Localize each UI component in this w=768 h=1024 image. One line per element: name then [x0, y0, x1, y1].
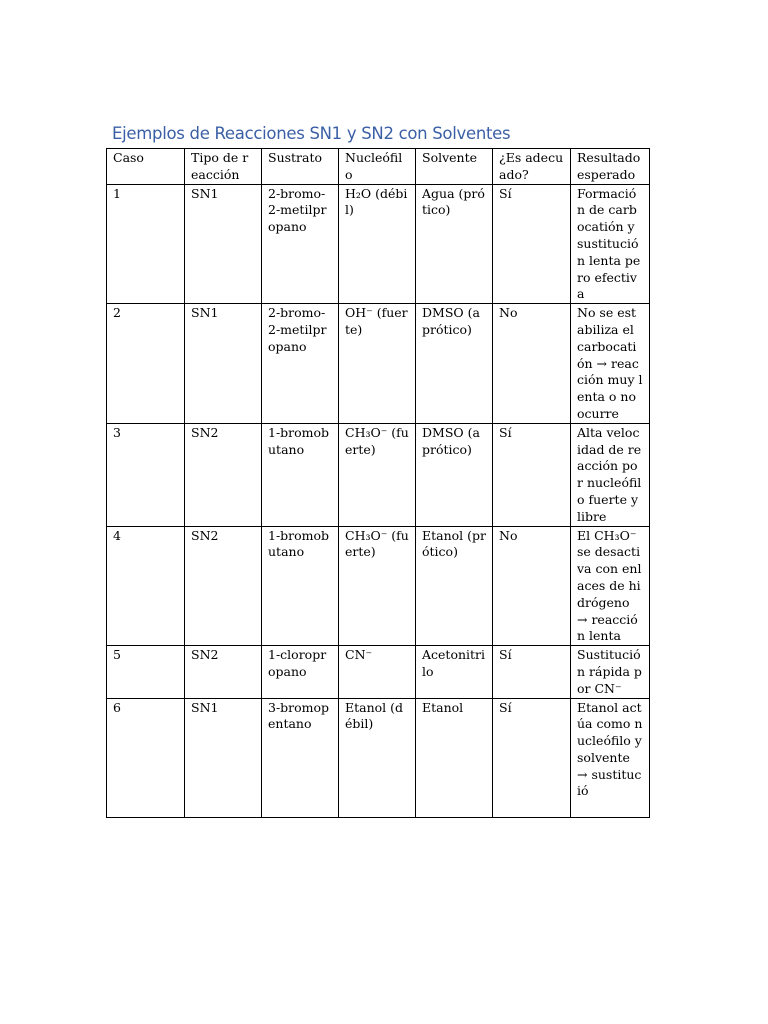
cell-tipo: SN2 [185, 423, 262, 526]
header-tipo: Tipo de reacción [185, 149, 262, 185]
cell-resultado: No se estabiliza el carbocatión → reacción muy lenta o no ocurre [571, 304, 650, 424]
header-resultado: Resultado esperado [571, 149, 650, 185]
cell-adecuado: Sí [493, 646, 571, 698]
cell-nucleofilo: CH₃O⁻ (fuerte) [339, 423, 416, 526]
cell-resultado-text: Etanol actúa como nucleófilo y solvente → sustitució [577, 699, 643, 799]
table-row [107, 304, 650, 424]
cell-adecuado: No [493, 526, 571, 646]
cell-tipo: SN1 [185, 304, 262, 424]
cell-nucleofilo: OH⁻ (fuerte) [339, 304, 416, 424]
table-row [107, 646, 650, 698]
cell-resultado: Alta velocidad de reacción por nucleófilo fuerte y libre [571, 423, 650, 526]
cell-tipo: SN2 [185, 646, 262, 698]
cell-sustrato: 1-bromobutano [262, 526, 339, 646]
cell-sustrato: 2-bromo-2-metilpropano [262, 184, 339, 304]
cell-resultado: El CH₃O⁻ se desactiva con enlaces de hidrógeno → reacción lenta [571, 526, 650, 646]
header-solvente: Solvente [416, 149, 493, 185]
cell-sustrato: 1-cloropropano [262, 646, 339, 698]
table-row [107, 526, 650, 646]
cell-sustrato: 2-bromo-2-metilpropano [262, 304, 339, 424]
cell-tipo: SN2 [185, 526, 262, 646]
cell-solvente: DMSO (aprótico) [416, 304, 493, 424]
header-caso: Caso [107, 149, 185, 185]
header-sustrato: Sustrato [262, 149, 339, 185]
table-row [107, 423, 650, 526]
cell-nucleofilo: CH₃O⁻ (fuerte) [339, 526, 416, 646]
cell-nucleofilo: H₂O (débil) [339, 184, 416, 304]
cell-solvente: Acetonitrilo [416, 646, 493, 698]
cell-tipo: SN1 [185, 698, 262, 817]
cell-solvente: DMSO (aprótico) [416, 423, 493, 526]
cell-caso: 6 [107, 698, 185, 817]
cell-caso: 2 [107, 304, 185, 424]
cell-adecuado: Sí [493, 698, 571, 817]
cell-solvente: Etanol [416, 698, 493, 817]
cell-caso: 1 [107, 184, 185, 304]
table-header-row [107, 149, 650, 185]
cell-adecuado: Sí [493, 423, 571, 526]
table-row [107, 698, 650, 817]
cell-nucleofilo: Etanol (débil) [339, 698, 416, 817]
page-title: Ejemplos de Reacciones SN1 y SN2 con Solventes [112, 124, 511, 143]
cell-resultado: Sustitución rápida por CN⁻ [571, 646, 650, 698]
cell-solvente: Agua (prótico) [416, 184, 493, 304]
table-row [107, 184, 650, 304]
cell-caso: 4 [107, 526, 185, 646]
cell-solvente: Etanol (prótico) [416, 526, 493, 646]
cell-caso: 3 [107, 423, 185, 526]
cell-sustrato: 1-bromobutano [262, 423, 339, 526]
cell-adecuado: No [493, 304, 571, 424]
cell-resultado: Formación de carbocatión y sustitución lenta pero efectiva [571, 184, 650, 304]
cell-tipo: SN1 [185, 184, 262, 304]
reactions-table [106, 148, 650, 818]
cell-resultado [571, 698, 650, 817]
cell-adecuado: Sí [493, 184, 571, 304]
header-nucleofilo: Nucleófilo [339, 149, 416, 185]
cell-nucleofilo: CN⁻ [339, 646, 416, 698]
cell-caso: 5 [107, 646, 185, 698]
header-adecuado: ¿Es adecuado? [493, 149, 571, 185]
cell-sustrato: 3-bromopentano [262, 698, 339, 817]
